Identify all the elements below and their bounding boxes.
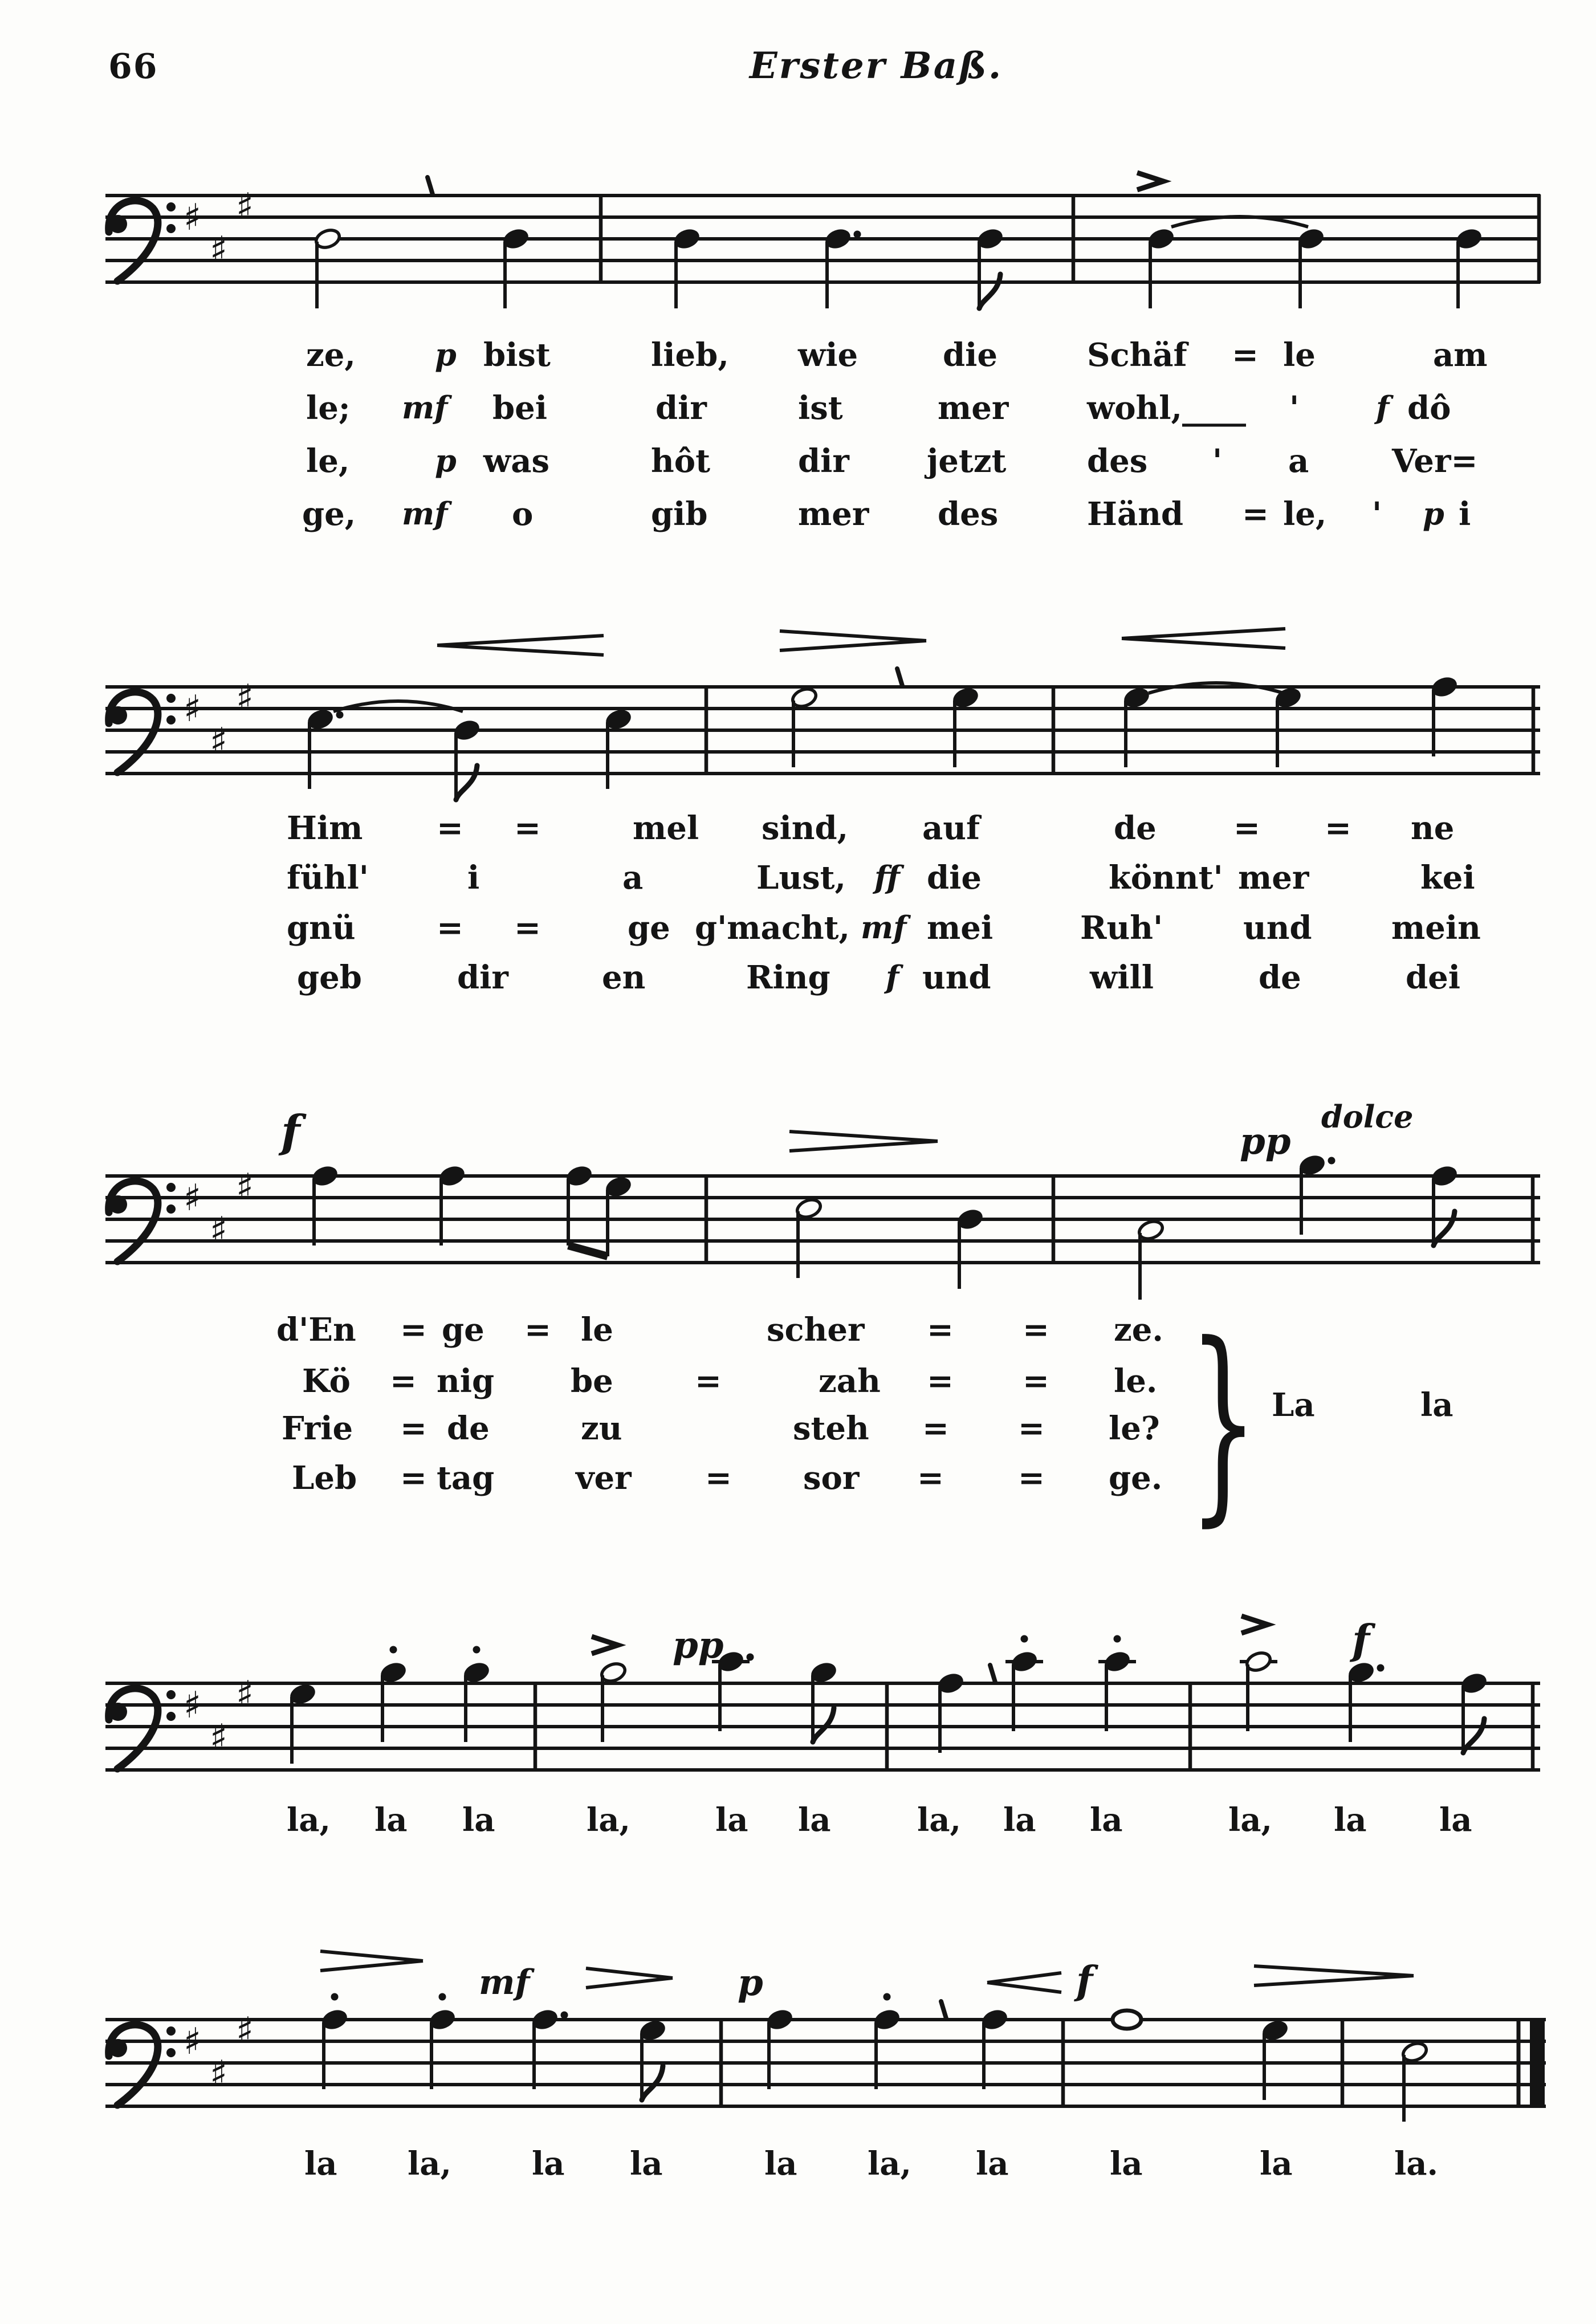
lyric-syllable: =	[1325, 809, 1351, 847]
lyric-syllable: ge,	[302, 495, 356, 533]
lyric-syllable: wie	[798, 336, 858, 374]
lyric-syllable: ne	[1411, 809, 1455, 847]
note	[604, 1175, 632, 1256]
lyric-syllable: tag	[437, 1459, 495, 1497]
note	[1137, 1218, 1165, 1300]
beam	[568, 1246, 608, 1256]
lyric-syllable: =	[390, 1362, 417, 1400]
eighth-flag	[979, 274, 1000, 308]
lyric-dynamic: ff	[874, 859, 900, 896]
lyric-syllable: gib	[651, 495, 708, 533]
lyric-syllable: =	[1242, 495, 1269, 533]
note	[976, 227, 1004, 308]
lyric-syllable: =	[705, 1459, 732, 1497]
lyric-dynamic: mf	[861, 909, 907, 946]
lyric-syllable: =	[400, 1459, 427, 1497]
breath-mark	[897, 669, 902, 686]
decrescendo-hairpin	[320, 1951, 423, 1961]
note	[1297, 227, 1325, 308]
breath-mark	[427, 177, 433, 194]
sharp-icon: ♯	[210, 721, 227, 763]
lyric-syllable: ist	[798, 389, 843, 427]
decrescendo-hairpin	[586, 1978, 673, 1988]
lyric-syllable: la	[1420, 1386, 1453, 1424]
lyric-syllable: gnü	[287, 909, 356, 947]
lyric-syllable: la	[1260, 2145, 1293, 2183]
lyric-syllable: de	[447, 1410, 490, 1447]
lyric-syllable: Lust,	[756, 859, 846, 897]
sharp-icon: ♯	[184, 1684, 201, 1727]
lyric-syllable: =	[400, 1311, 427, 1349]
sharp-icon: ♯	[184, 1177, 201, 1219]
lyric-syllable: o	[512, 495, 534, 533]
note	[956, 1207, 984, 1289]
bass-clef-icon	[109, 201, 176, 281]
lyric-syllable: kei	[1420, 859, 1475, 897]
lyric-syllable: la,	[408, 2145, 452, 2183]
lyric-syllable: la,	[1228, 1801, 1273, 1839]
lyric-syllable: la,	[868, 2145, 912, 2183]
crescendo-hairpin	[987, 1983, 1061, 1992]
accent-mark	[1241, 1616, 1268, 1633]
decrescendo-hairpin	[1254, 1976, 1414, 1985]
note	[951, 686, 979, 767]
lyric-syllable: la	[1439, 1801, 1472, 1839]
eighth-flag	[456, 766, 477, 800]
lyric-dynamic: p	[435, 336, 457, 373]
lyric-syllable: mei	[927, 909, 994, 947]
lyric-syllable: la	[304, 2145, 337, 2183]
sharp-icon: ♯	[236, 677, 254, 719]
note	[673, 227, 701, 308]
lyric-syllable: la	[764, 2145, 797, 2183]
lyric-syllable: mein	[1391, 909, 1481, 947]
note	[1430, 1164, 1458, 1246]
note	[1274, 686, 1302, 767]
staccato-dot	[439, 1993, 446, 2001]
lyric-syllable: Ver=	[1392, 442, 1478, 480]
crescendo-hairpin	[1122, 638, 1285, 648]
bass-clef-icon	[109, 1688, 176, 1769]
decrescendo-hairpin	[320, 1961, 423, 1971]
lyric-syllable: =	[917, 1459, 944, 1497]
lyric-syllable: =	[514, 809, 541, 847]
augmentation-dot	[1377, 1664, 1385, 1672]
lyric-syllable: =	[437, 909, 463, 947]
lyric-syllable: sor	[803, 1459, 860, 1497]
sharp-icon: ♯	[236, 186, 254, 228]
sharp-icon: ♯	[236, 1166, 254, 1208]
lyric-syllable: =	[695, 1362, 722, 1400]
bass-clef-icon	[109, 2025, 176, 2105]
lyric-syllable: Leb	[292, 1459, 357, 1497]
decrescendo-hairpin	[780, 641, 926, 650]
lyric-syllable: zah	[819, 1362, 881, 1400]
lyric-syllable: la,	[287, 1801, 331, 1839]
lyric-syllable: hôt	[651, 442, 710, 480]
lyric-syllable: la	[1110, 2145, 1143, 2183]
lyric-syllable: d'En	[276, 1311, 356, 1349]
decrescendo-hairpin	[789, 1132, 938, 1141]
staccato-dot	[390, 1646, 397, 1654]
clef-curve	[109, 692, 158, 772]
lyric-syllable: a	[622, 859, 644, 897]
note	[795, 1196, 823, 1278]
note	[1298, 1153, 1335, 1235]
lyric-syllable: la,	[917, 1801, 962, 1839]
lyric-syllable: Frie	[282, 1410, 353, 1447]
lyric-syllable: ge.	[1109, 1459, 1163, 1497]
lyric-syllable: dir	[656, 389, 707, 427]
note	[1240, 1650, 1277, 1731]
clef-dot	[166, 1204, 176, 1214]
lyric-syllable: des	[938, 495, 999, 533]
lyric-syllable: la	[715, 1801, 748, 1839]
note	[1147, 227, 1175, 308]
staccato-dot	[331, 1993, 339, 2001]
note	[453, 718, 481, 800]
dynamic-marking: f	[281, 1106, 300, 1158]
sharp-icon: ♯	[210, 229, 227, 271]
lyric-syllable: =	[1233, 809, 1260, 847]
whole-notehead	[1113, 2010, 1141, 2029]
lyric-syllable: =	[927, 1311, 954, 1349]
lyric-syllable: dô	[1407, 389, 1451, 427]
lyric-syllable: Him	[287, 809, 363, 847]
lyric-syllable: le.	[1114, 1362, 1158, 1400]
lyric-syllable: Kö	[302, 1362, 351, 1400]
note	[1122, 686, 1150, 767]
lyric-syllable: en	[602, 959, 646, 996]
crescendo-hairpin	[437, 636, 604, 645]
lyric-syllable: steh	[793, 1410, 869, 1447]
accent-mark	[592, 1637, 618, 1654]
lyric-syllable: will	[1090, 959, 1154, 996]
lyric-dynamic: f	[886, 959, 899, 995]
lyric-syllable: könnt'	[1109, 859, 1223, 897]
lyric-syllable: =	[1023, 1362, 1049, 1400]
lyric-syllable: ge	[628, 909, 670, 947]
lyric-syllable: le;	[306, 389, 351, 427]
lyric-syllable: was	[483, 442, 550, 480]
note	[306, 707, 343, 789]
augmentation-dot	[854, 231, 861, 238]
clef-dot	[166, 2048, 176, 2057]
note	[937, 1671, 964, 1753]
note	[311, 1164, 339, 1246]
lyric-syllable: Schäf	[1087, 336, 1187, 374]
lyric-syllable: la	[1090, 1801, 1123, 1839]
lyric-syllable: mer	[798, 495, 869, 533]
lyric-syllable: mer	[938, 389, 1009, 427]
dynamic-marking: dolce	[1321, 1098, 1414, 1135]
lyric-syllable: le,	[1283, 495, 1327, 533]
clef-curve	[109, 1688, 158, 1769]
lyric-syllable: la	[798, 1801, 831, 1839]
note	[1430, 675, 1458, 756]
lyric-syllable: be	[571, 1362, 613, 1400]
sharp-icon: ♯	[210, 1717, 227, 1759]
clef-curve	[109, 2025, 158, 2105]
lyric-syllable: =	[514, 909, 541, 947]
lyric-syllable: la.	[1394, 2145, 1439, 2183]
note	[1261, 2018, 1289, 2100]
lyric-syllable: '	[1289, 389, 1300, 427]
dynamic-marking: mf	[479, 1963, 530, 2003]
page-number: 66	[108, 47, 158, 87]
sharp-icon: ♯	[184, 688, 201, 730]
clef-curve	[109, 1181, 158, 1261]
lyric-syllable: a	[1288, 442, 1309, 480]
lyric-syllable: auf	[922, 809, 980, 847]
augmentation-dot	[561, 2012, 568, 2019]
lyric-syllable: i	[1459, 495, 1471, 533]
note	[604, 707, 632, 789]
note	[599, 1660, 627, 1742]
lyric-syllable: zu	[581, 1410, 622, 1447]
lyric-syllable: scher	[767, 1311, 865, 1349]
sharp-icon: ♯	[184, 2021, 201, 2063]
lyric-syllable: la,	[587, 1801, 631, 1839]
lyric-syllable: sind,	[762, 809, 849, 847]
lyric-syllable: die	[943, 336, 998, 374]
lyric-syllable: le	[1283, 336, 1316, 374]
lyric-syllable: =	[1018, 1410, 1045, 1447]
note	[766, 2008, 793, 2089]
decrescendo-hairpin	[789, 1141, 938, 1151]
note	[638, 2018, 666, 2100]
lyric-syllable: dir	[798, 442, 849, 480]
lyric-syllable: und	[1243, 909, 1312, 947]
sharp-icon: ♯	[210, 1210, 227, 1252]
staff-system	[105, 1615, 1540, 1771]
lyric-syllable: =	[1018, 1459, 1045, 1497]
lyric-syllable: dir	[457, 959, 508, 996]
staff-system	[105, 173, 1540, 308]
lyric-syllable: Händ	[1087, 495, 1184, 533]
verse-brace: }	[1188, 1300, 1259, 1546]
lyric-syllable: le	[581, 1311, 613, 1349]
bass-clef-icon	[109, 1181, 176, 1261]
lyric-syllable: la	[1003, 1801, 1036, 1839]
lyric-syllable: wohl,____	[1087, 389, 1247, 427]
decrescendo-hairpin	[1254, 1966, 1414, 1976]
note	[1347, 1660, 1384, 1742]
augmentation-dot	[747, 1654, 754, 1661]
sharp-icon: ♯	[236, 1674, 254, 1716]
clef-dot	[166, 2026, 176, 2036]
breath-mark	[941, 2001, 946, 2018]
lyric-syllable: =	[437, 809, 463, 847]
lyric-syllable: la	[1334, 1801, 1367, 1839]
lyric-syllable: =	[524, 1311, 551, 1349]
lyric-dynamic: p	[435, 442, 457, 479]
dynamic-marking: p	[738, 1961, 763, 2004]
decrescendo-hairpin	[586, 1968, 673, 1978]
lyric-syllable: ver	[576, 1459, 632, 1497]
note	[502, 227, 530, 308]
decrescendo-hairpin	[780, 631, 926, 641]
lyric-syllable: la	[462, 1801, 495, 1839]
lyric-syllable: =	[1023, 1311, 1049, 1349]
clef-dot	[166, 1712, 176, 1721]
clef-curve	[109, 201, 158, 281]
augmentation-dot	[336, 711, 344, 719]
lyric-syllable: nig	[437, 1362, 495, 1400]
clef-dot	[166, 694, 176, 703]
breath-mark	[990, 1665, 995, 1682]
staff-system	[105, 1951, 1546, 2122]
clef-dot	[166, 715, 176, 725]
lyric-syllable: jetzt	[927, 442, 1007, 480]
dynamic-marking: f	[1076, 1958, 1093, 2004]
note	[314, 227, 341, 308]
dynamic-marking: pp	[1240, 1120, 1291, 1163]
note	[1400, 2040, 1428, 2122]
lyric-syllable: ze.	[1114, 1311, 1163, 1349]
lyric-syllable: =	[1232, 336, 1259, 374]
lyric-syllable: =	[922, 1410, 949, 1447]
crescendo-hairpin	[437, 645, 604, 655]
lyric-syllable: des	[1087, 442, 1148, 480]
lyric-syllable: bist	[483, 336, 551, 374]
lyric-syllable: la	[374, 1801, 408, 1839]
lyric-syllable: am	[1433, 336, 1488, 374]
lyric-syllable: g'macht,	[695, 909, 850, 947]
lyric-syllable: '	[1212, 442, 1223, 480]
clef-dot	[166, 1690, 176, 1699]
note	[565, 1164, 593, 1246]
staff-system	[105, 629, 1540, 800]
lyric-syllable: und	[922, 959, 991, 996]
lyric-syllable: dei	[1406, 959, 1461, 996]
augmentation-dot	[1328, 1157, 1336, 1165]
note	[790, 686, 818, 767]
crescendo-hairpin	[987, 1973, 1061, 1983]
lyric-dynamic: p	[1423, 495, 1444, 532]
lyric-syllable: ge	[442, 1311, 484, 1349]
lyric-syllable: mel	[633, 809, 699, 847]
lyric-syllable: de	[1114, 809, 1157, 847]
lyric-syllable: die	[927, 859, 982, 897]
final-barline-thick	[1530, 2018, 1545, 2107]
page-title: Erster Baß.	[749, 44, 1003, 87]
staccato-dot	[1114, 1635, 1121, 1643]
lyric-dynamic: mf	[402, 495, 448, 532]
lyric-syllable: =	[400, 1410, 427, 1447]
lyric-syllable: ze,	[306, 336, 356, 374]
lyric-syllable: le,	[306, 442, 350, 480]
note	[438, 1164, 466, 1246]
lyric-syllable: La	[1272, 1386, 1315, 1424]
crescendo-hairpin	[1122, 629, 1285, 638]
lyric-syllable: la	[976, 2145, 1009, 2183]
note	[288, 1682, 316, 1764]
clef-dot	[166, 202, 176, 211]
bass-clef-icon	[109, 692, 176, 772]
accent-mark	[1137, 173, 1163, 190]
clef-dot	[166, 1183, 176, 1192]
staff-system	[105, 1098, 1540, 1300]
sharp-icon: ♯	[210, 2053, 227, 2095]
lyric-syllable: la	[630, 2145, 663, 2183]
note	[1113, 2010, 1141, 2029]
note	[809, 1660, 837, 1742]
lyric-syllable: bei	[492, 389, 548, 427]
lyric-syllable: mer	[1238, 859, 1309, 897]
staccato-dot	[473, 1646, 481, 1654]
lyric-dynamic: mf	[402, 389, 448, 426]
lyric-syllable: i	[467, 859, 480, 897]
dynamic-marking: f	[1352, 1615, 1370, 1664]
lyric-syllable: fühl'	[287, 859, 369, 897]
lyric-syllable: geb	[297, 959, 362, 996]
dynamic-marking: pp	[673, 1624, 724, 1667]
sharp-icon: ♯	[236, 2010, 254, 2052]
lyric-syllable: la	[532, 2145, 565, 2183]
lyric-syllable: Ruh'	[1080, 909, 1163, 947]
sharp-icon: ♯	[184, 197, 201, 239]
staccato-dot	[1021, 1635, 1028, 1643]
lyric-syllable: le?	[1109, 1410, 1160, 1447]
note	[980, 2008, 1008, 2089]
lyric-syllable: '	[1372, 495, 1382, 533]
note	[1460, 1671, 1488, 1753]
lyric-dynamic: f	[1376, 389, 1390, 426]
staccato-dot	[883, 1993, 891, 2001]
lyric-syllable: Ring	[746, 959, 830, 996]
lyric-syllable: de	[1259, 959, 1301, 996]
lyric-syllable: lieb,	[651, 336, 729, 374]
clef-dot	[166, 224, 176, 233]
note	[1455, 227, 1483, 308]
lyric-syllable: =	[927, 1362, 954, 1400]
